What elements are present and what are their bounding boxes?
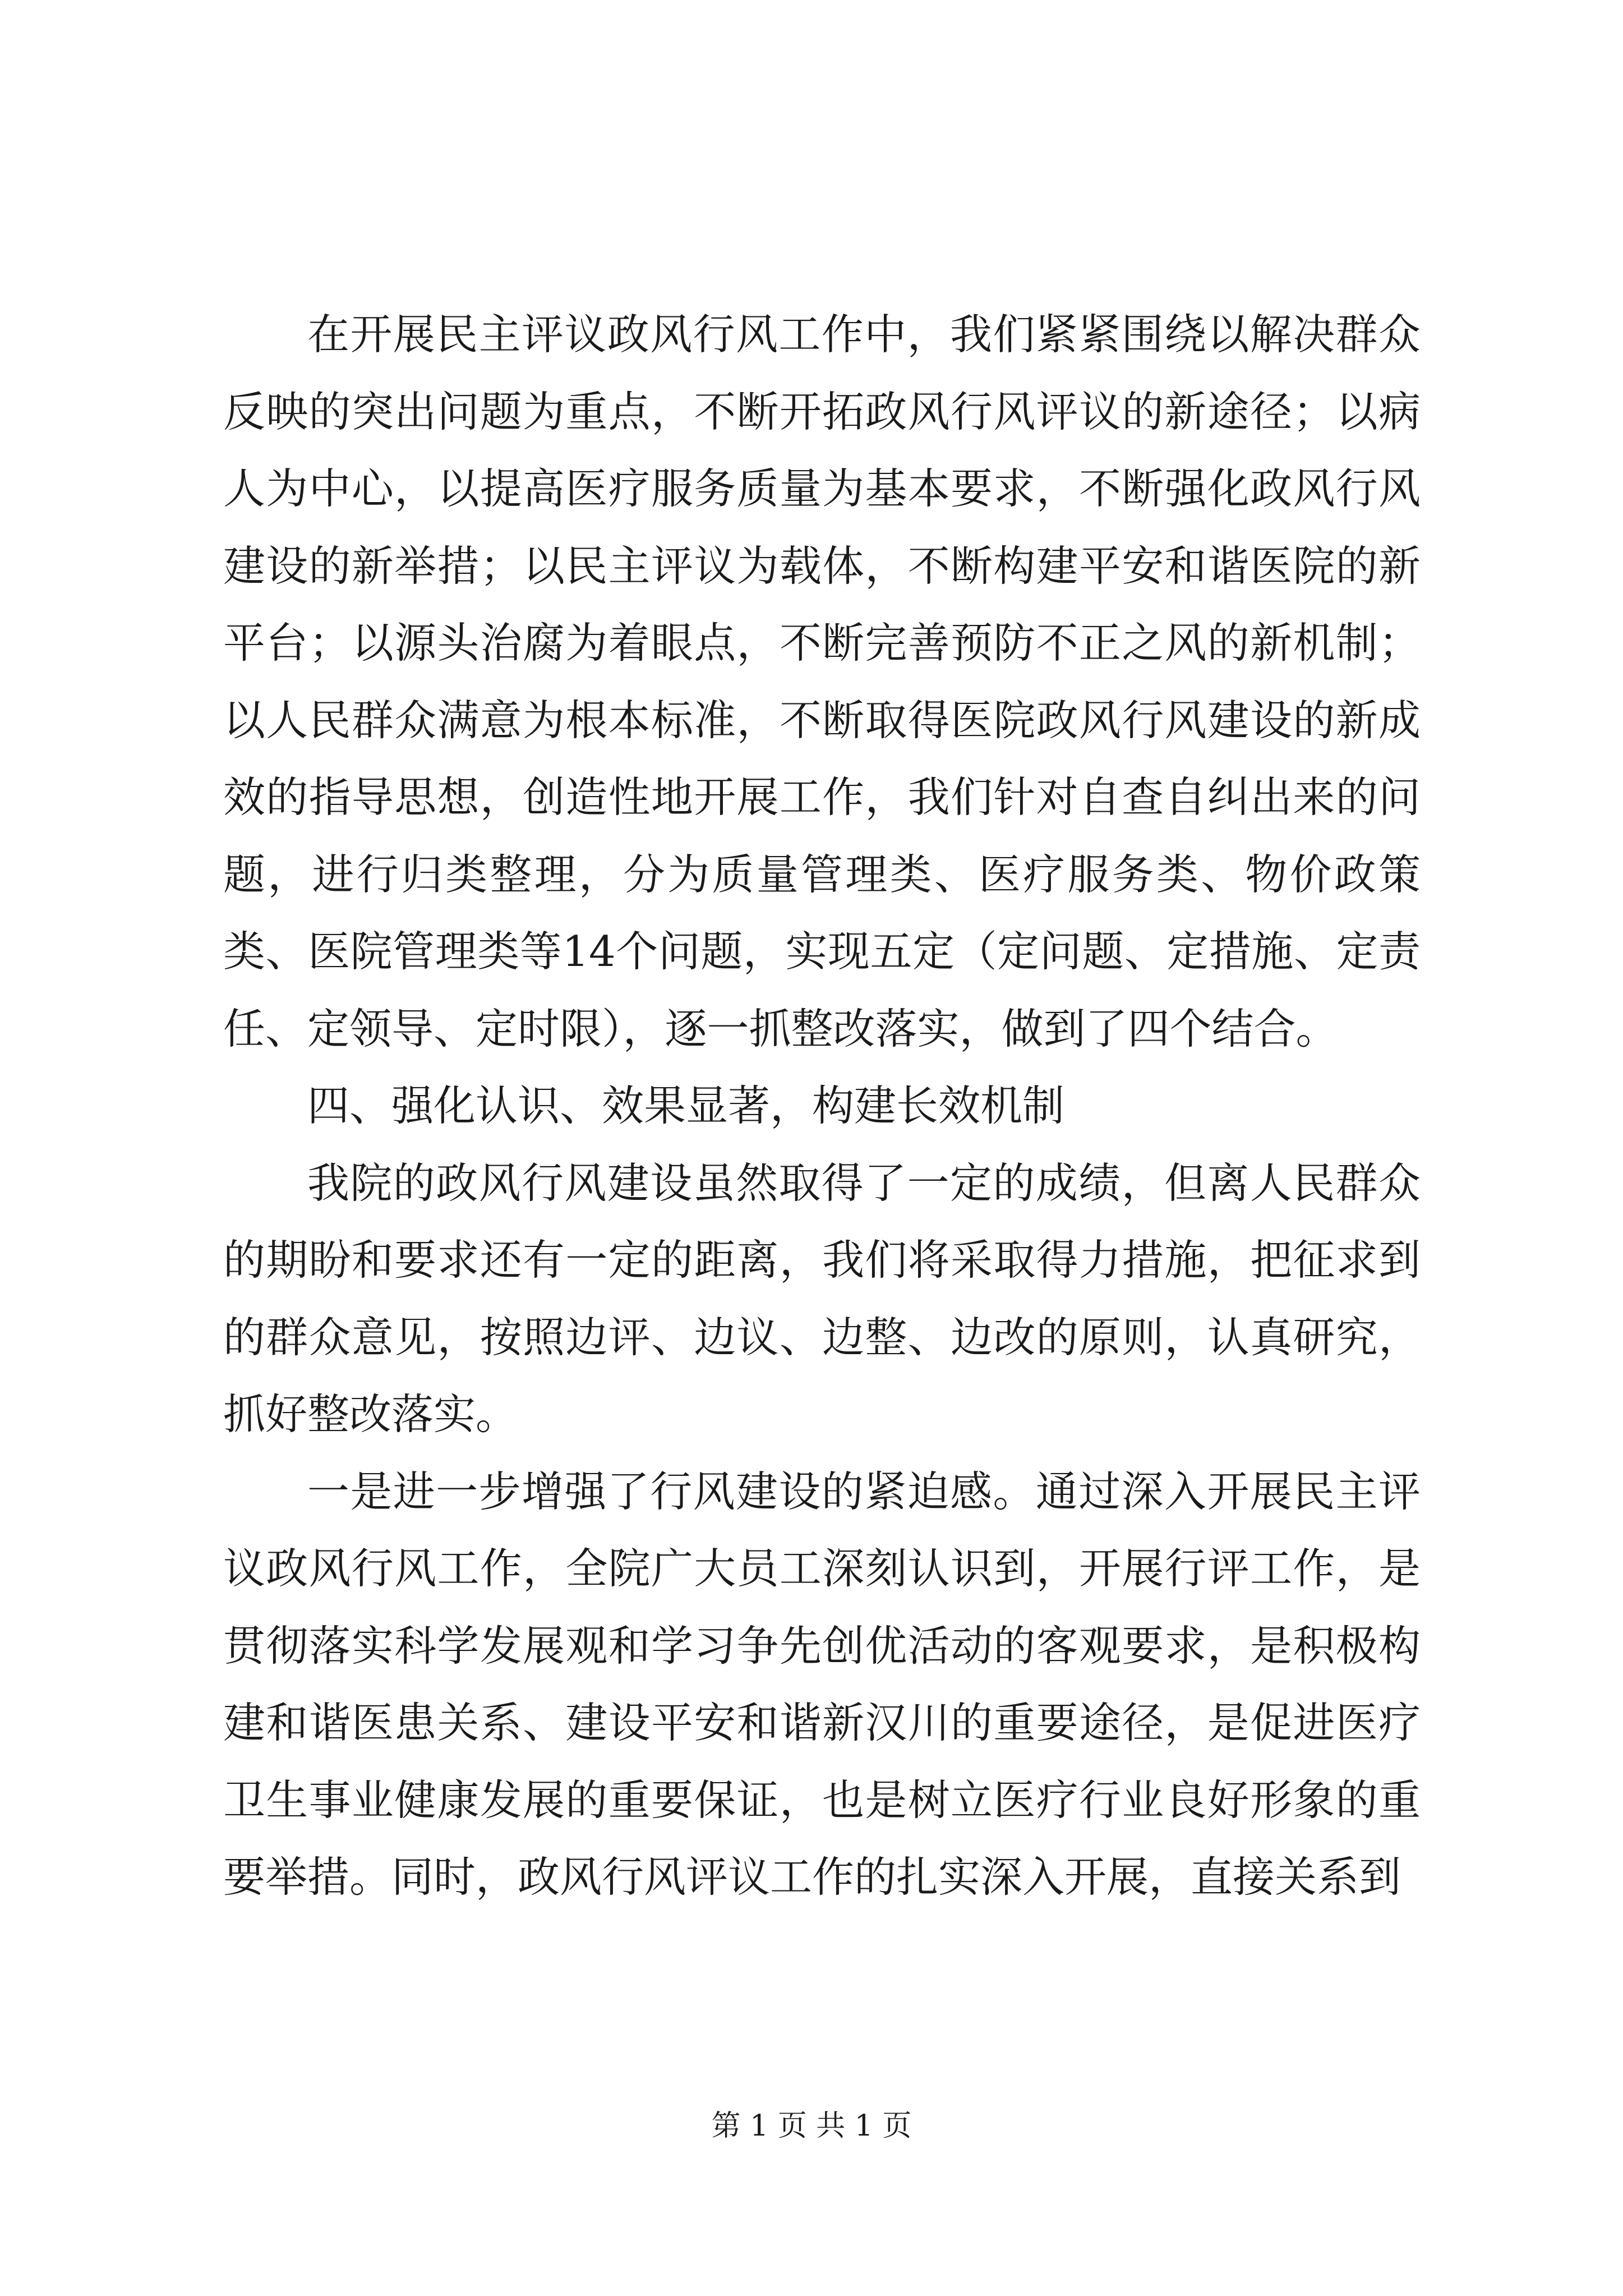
page-number-footer: 第 1 页 共 1 页 xyxy=(711,2109,912,2143)
paragraph-3: 一是进一步增强了行风建设的紧迫感。通过深入开展民主评议政风行风工作，全院广大员工深刻认识到，开展行评工作，是贯彻落实科学发展观和学习争先创优活动的客观要求，是积极构建和谐医患关系、建设平安和谐新汉川的重要途径，是促进医疗卫生事业健康发展的重要保证，也是树立医疗行业良好形象的重要举措。同时，政风行风评议工作的扎实深入开展，直接关系到 xyxy=(223,1466,1421,1902)
paragraph-2: 我院的政风行风建设虽然取得了一定的成绩，但离人民群众的期盼和要求还有一定的距离，我们将采取得力措施，把征求到的群众意见，按照边评、边议、边整、边改的原则，认真研究，抓好整改落实。 xyxy=(223,1158,1421,1439)
document-body xyxy=(223,296,1421,1916)
section-heading: 四、强化认识、效果显著，构建长效机制 xyxy=(307,1081,1065,1130)
paragraph-1: 在开展民主评议政风行风工作中，我们紧紧围绕以解决群众反映的突出问题为重点，不断开拓政风行风评议的新途径；以病人为中心，以提高医疗服务质量为基本要求，不断强化政风行风建设的新举措；以民主评议为载体，不断构建平安和谐医院的新平台；以源头治腐为着眼点，不断完善预防不正之风的新机制；以人民群众满意为根本标准，不断取得医院政风行风建设的新成效的指导思想，创造性地开展工作，我们针对自查自纠出来的问题，进行归类整理，分为质量管理类、医疗服务类、物价政策类、医院管理类等14个问题，实现五定（定问题、定措施、定责任、定领导、定时限），逐一抓整改落实，做到了四个结合。 xyxy=(223,310,1421,1053)
